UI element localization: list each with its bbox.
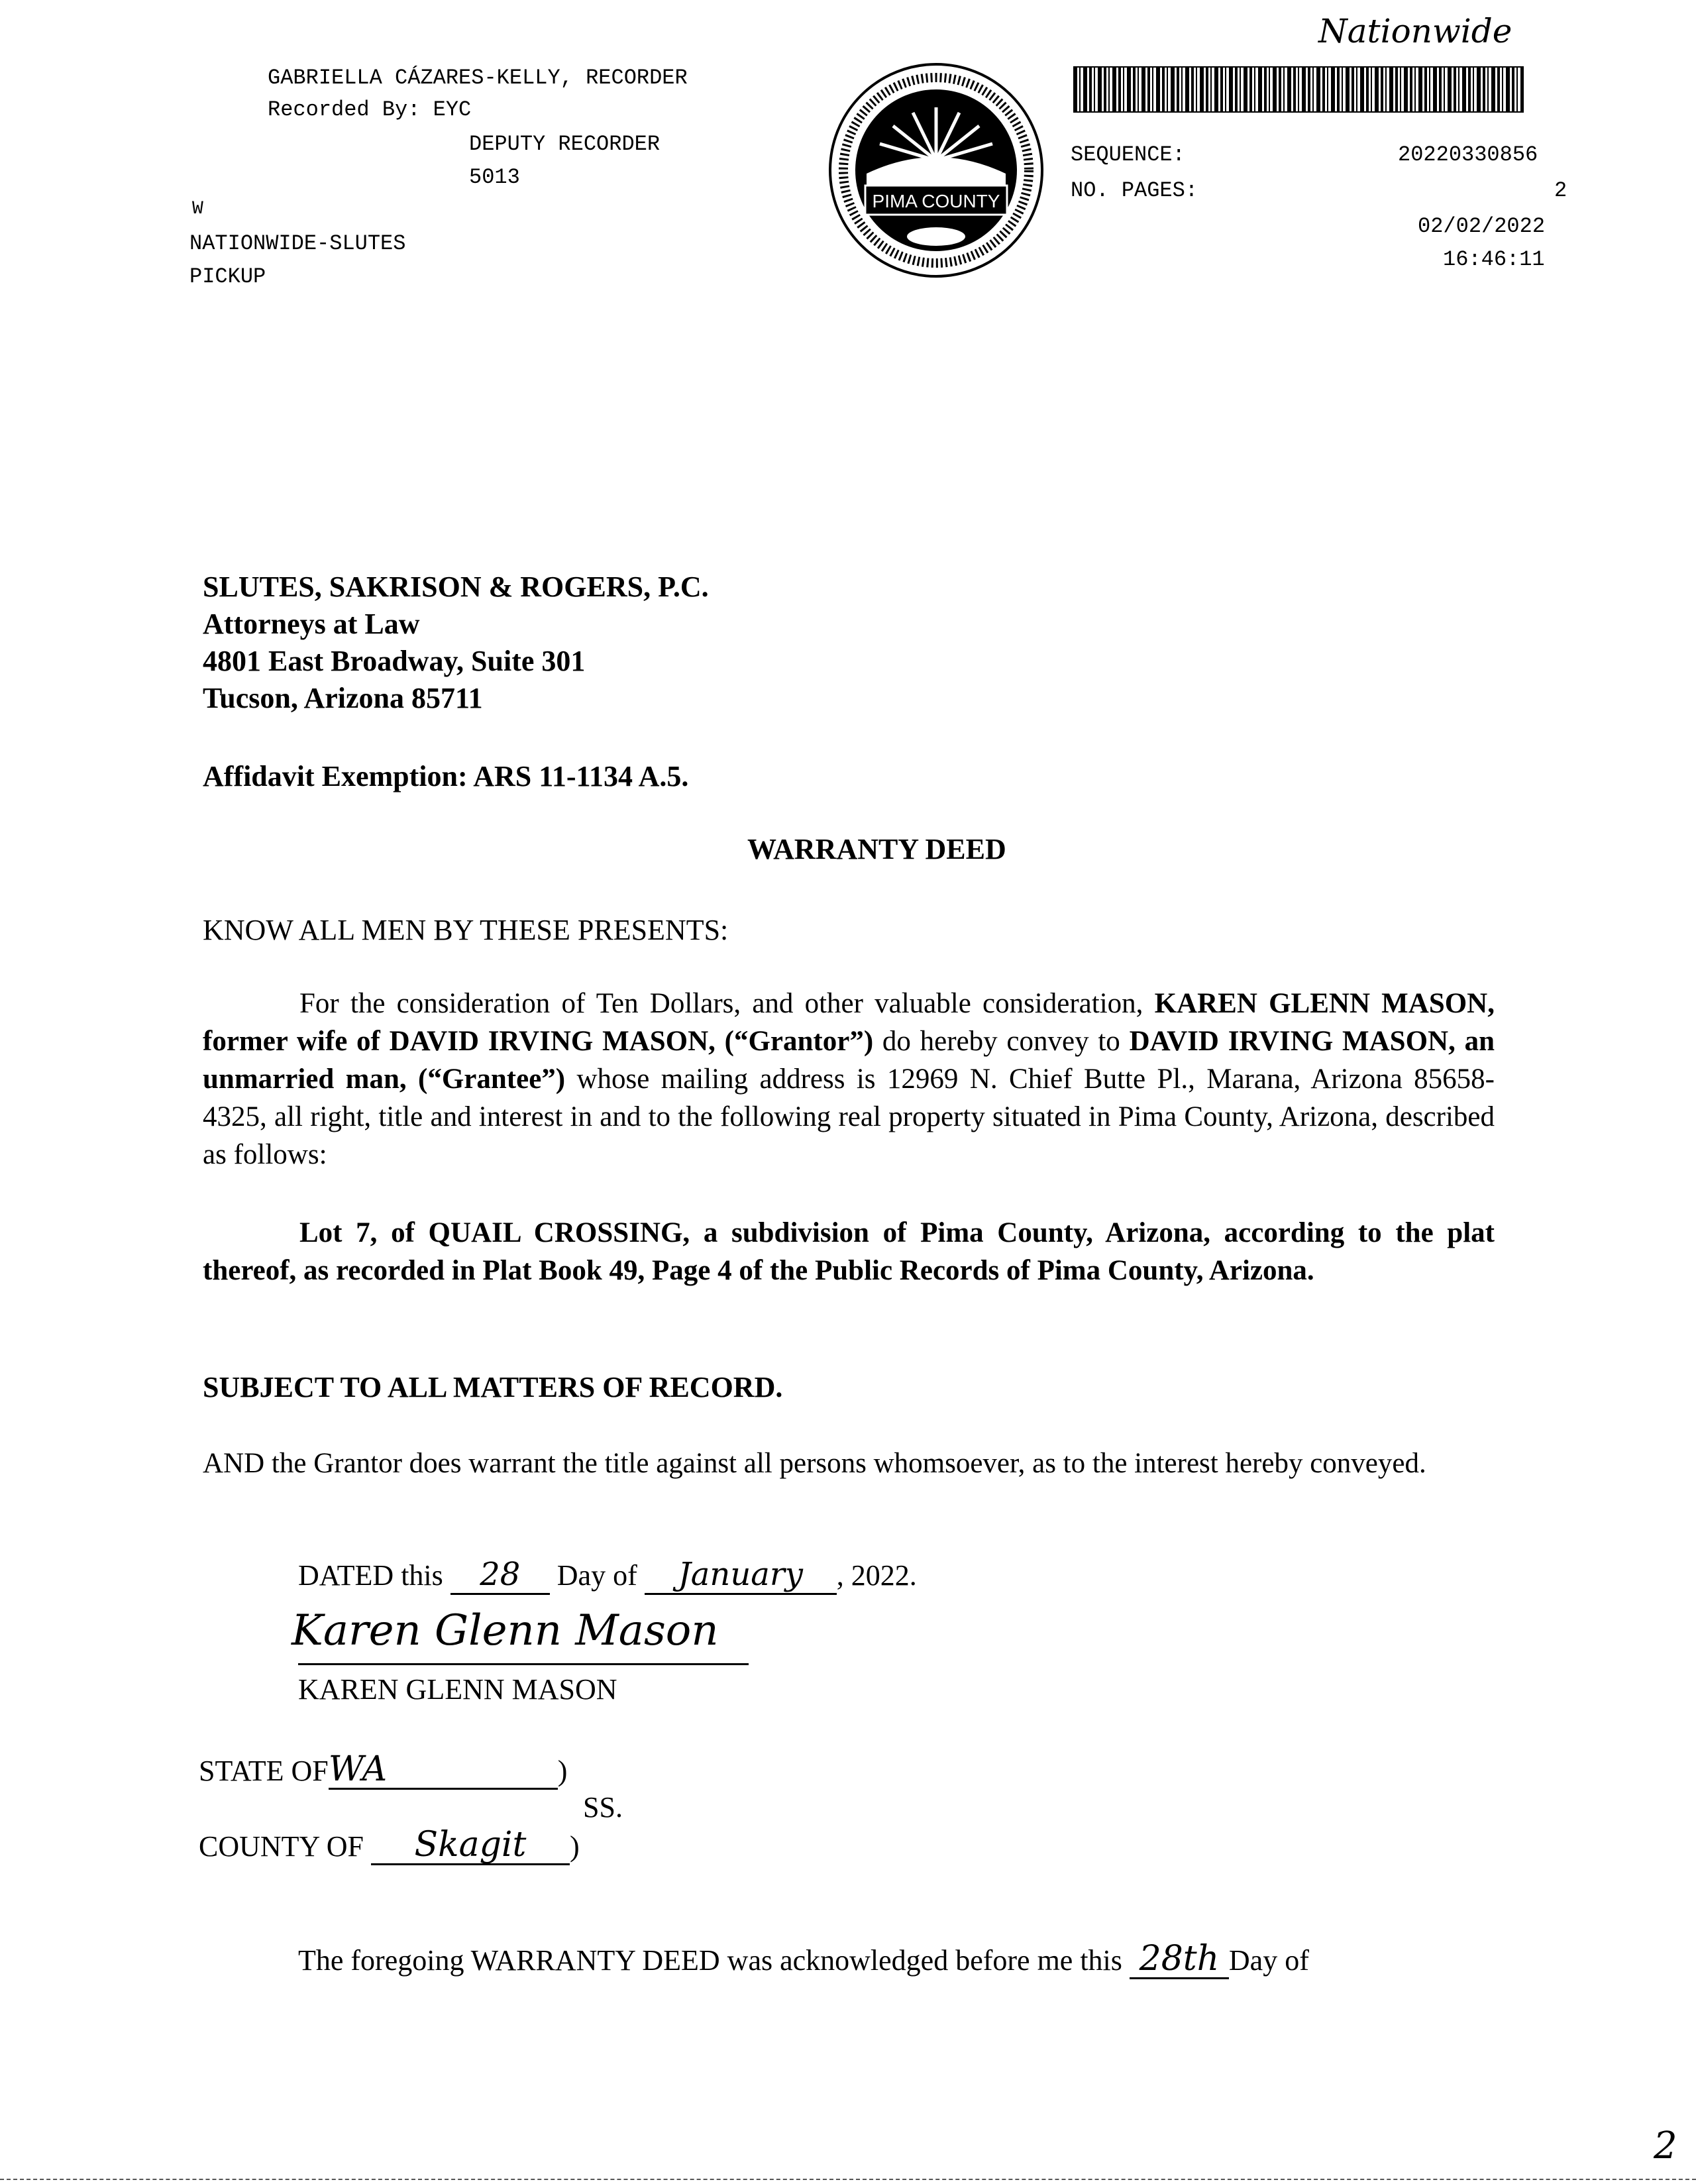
- ss-mark: SS.: [583, 1791, 623, 1824]
- state-paren: ): [557, 1755, 568, 1787]
- consideration-text-2: do hereby convey to: [873, 1026, 1130, 1057]
- signer-name: KAREN GLENN MASON: [298, 1673, 617, 1706]
- handwritten-nationwide: Nationwide: [1318, 12, 1512, 50]
- dated-day: 28: [450, 1556, 550, 1595]
- dated-month: January: [645, 1556, 837, 1595]
- affidavit-exemption: Affidavit Exemption: ARS 11-1134 A.5.: [203, 760, 689, 792]
- pages-label: NO. PAGES:: [1071, 178, 1198, 203]
- seal-text: PIMA COUNTY: [872, 191, 1000, 211]
- legal-description: Lot 7, of QUAIL CROSSING, a subdivision of Pima County, Arizona, according to the plat thereof, as recorded in Plat Book 49, Page 4 of the Public Records of Pima County, Arizona.: [203, 1217, 1495, 1286]
- dated-prefix: DATED this: [298, 1559, 443, 1592]
- record-time: 16:46:11: [1443, 247, 1545, 272]
- firm-line3: 4801 East Broadway, Suite 301: [203, 645, 586, 677]
- state-value: WA: [329, 1751, 558, 1790]
- firm-line4: Tucson, Arizona 85711: [203, 682, 483, 714]
- recorded-by: Recorded By: EYC: [268, 97, 472, 122]
- consideration-text-3: whose mailing address is 12969 N. Chief Butte Pl., Marana, Arizona 85658-4325, all right, title and interest in and to the following real property situated in Pima County, Arizona, described as follows:: [203, 1064, 1495, 1170]
- pages-value: 2: [1554, 178, 1567, 203]
- county-label: COUNTY OF: [199, 1830, 364, 1863]
- preamble: KNOW ALL MEN BY THESE PRESENTS:: [203, 914, 729, 946]
- pickup-line1: NATIONWIDE-SLUTES: [189, 231, 406, 256]
- warrant-clause: AND the Grantor does warrant the title against all persons whomsoever, as to the interest hereby conveyed.: [203, 1448, 1426, 1479]
- county-paren: ): [569, 1830, 580, 1863]
- state-label: STATE OF: [199, 1755, 329, 1787]
- firm-line2: Attorneys at Law: [203, 608, 420, 640]
- deputy-id: 5013: [469, 165, 520, 190]
- deputy-recorder: DEPUTY RECORDER: [469, 132, 661, 156]
- subject-to: SUBJECT TO ALL MATTERS OF RECORD.: [203, 1371, 783, 1403]
- w-mark: W: [192, 199, 203, 219]
- deed-title: WARRANTY DEED: [747, 833, 1006, 865]
- ack-day: 28th: [1130, 1940, 1229, 1979]
- consideration-text-1: For the consideration of Ten Dollars, and other valuable consideration,: [299, 988, 1155, 1019]
- ack-prefix: The foregoing WARRANTY DEED was acknowledged before me this: [298, 1944, 1122, 1977]
- ack-suffix: Day of: [1228, 1944, 1309, 1977]
- firm-name: SLUTES, SAKRISON & ROGERS, P.C.: [203, 571, 709, 603]
- pima-county-seal: [827, 61, 1045, 280]
- dated-line: [298, 1556, 917, 1596]
- grantee-text: DAVID IRVING MASON, an unmarried man, (“Grantee”): [203, 1026, 1495, 1095]
- grantor-signature: Karen Glenn Mason: [292, 1606, 719, 1655]
- sequence-label: SEQUENCE:: [1071, 142, 1185, 167]
- pickup-line2: PICKUP: [189, 264, 266, 289]
- dated-mid: Day of: [556, 1559, 637, 1592]
- grantor-text: KAREN GLENN MASON, former wife of DAVID IRVING MASON, (“Grantor”): [203, 988, 1495, 1057]
- signature-line: [298, 1663, 749, 1665]
- county-value: Skagit: [371, 1826, 570, 1865]
- recorder-name: GABRIELLA CÁZARES-KELLY, RECORDER: [268, 66, 688, 90]
- barcode: [1073, 66, 1524, 113]
- state-line: [199, 1751, 567, 1791]
- dated-year: , 2022.: [836, 1559, 917, 1592]
- consideration-paragraph: [203, 985, 1495, 1174]
- page-mark: 2: [1654, 2124, 1677, 2167]
- sequence-value: 20220330856: [1398, 142, 1538, 167]
- scan-edge: [0, 2179, 1696, 2180]
- record-date: 02/02/2022: [1418, 214, 1546, 239]
- acknowledgment-line: [298, 1940, 1309, 1981]
- county-line: [199, 1826, 580, 1867]
